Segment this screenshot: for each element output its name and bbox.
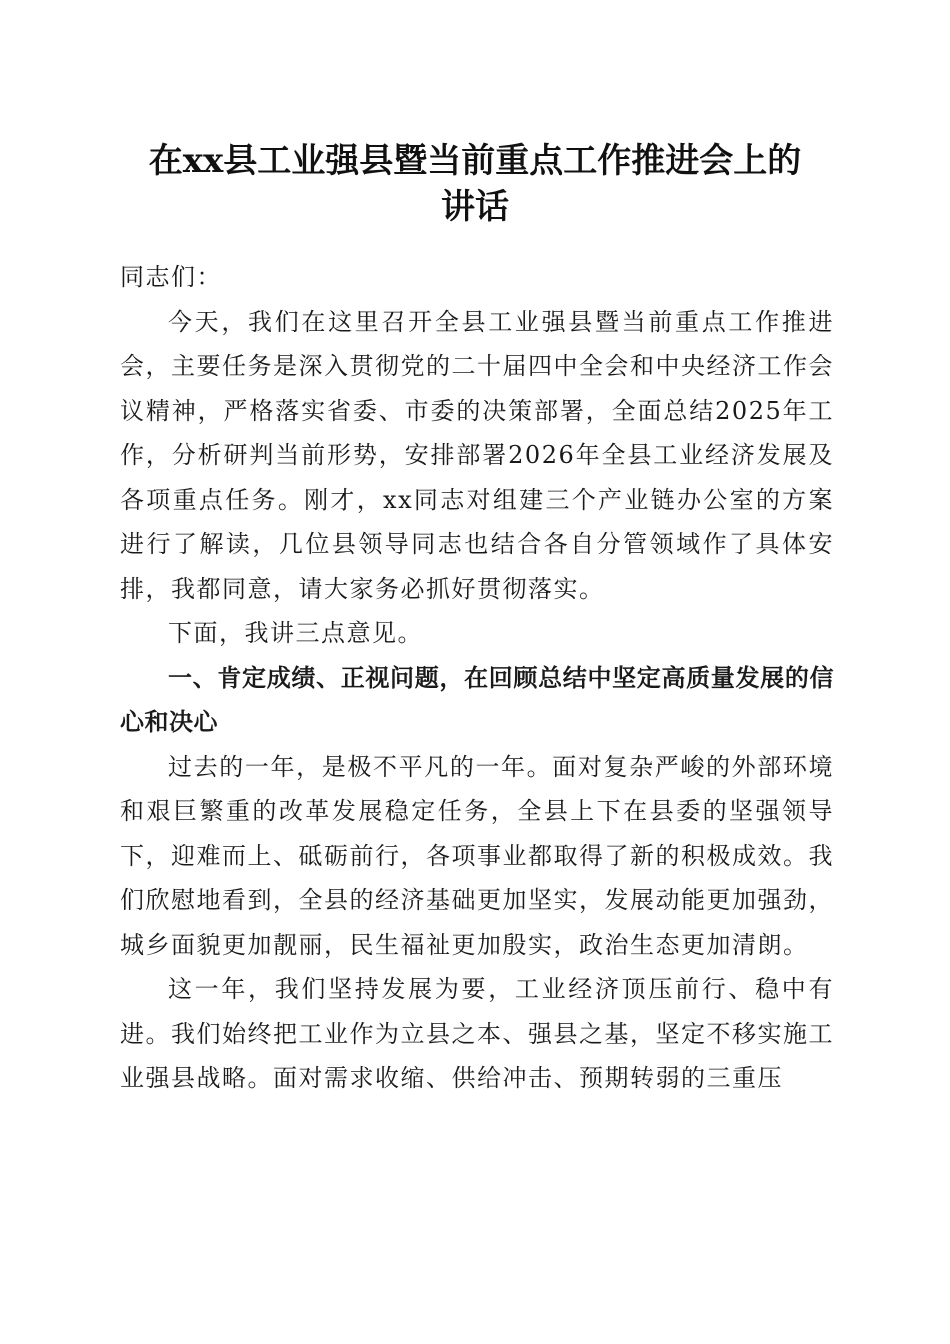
document-body — [120, 255, 834, 1101]
document-title-line-1: 在xx县工业强县暨当前重点工作推进会上的 — [148, 141, 802, 181]
paragraph-intro-points: 下面，我讲三点意见。 — [168, 619, 423, 647]
paragraph-industry: 这一年，我们坚持发展为要，工业经济顶压前行、稳中有进。我们始终把工业作为立县之本、强县之基，坚定不移实施工业强县战略。面对需求收缩、供给冲击、预期转弱的三重压 — [120, 975, 834, 1092]
section-heading-1: 一、肯定成绩、正视问题，在回顾总结中坚定高质量发展的信心和决心 — [120, 663, 834, 736]
paragraph-opening: 今天，我们在这里召开全县工业强县暨当前重点工作推进会，主要任务是深入贯彻党的二十届四中全会和中央经济工作会议精神，严格落实省委、市委的决策部署，全面总结2025年工作，分析研判当前形势，安排部署2026年全县工业经济发展及各项重点任务。刚才，xx同志对组建三个产业链办公室的方案进行了解读，几位县领导同志也结合各自分管领域作了具体安排，我都同意，请大家务必抓好贯彻落实。 — [120, 307, 834, 603]
salutation: 同志们： — [120, 263, 222, 291]
document-title-line-2: 讲话 — [441, 187, 509, 227]
paragraph-review: 过去的一年，是极不平凡的一年。面对复杂严峻的外部环境和艰巨繁重的改革发展稳定任务，全县上下在县委的坚强领导下，迎难而上、砥砺前行，各项事业都取得了新的积极成效。我们欣慰地看到，全县的经济基础更加坚实，发展动能更加强劲，城乡面貌更加靓丽，民生福祉更加殷实，政治生态更加清朗。 — [120, 752, 834, 959]
